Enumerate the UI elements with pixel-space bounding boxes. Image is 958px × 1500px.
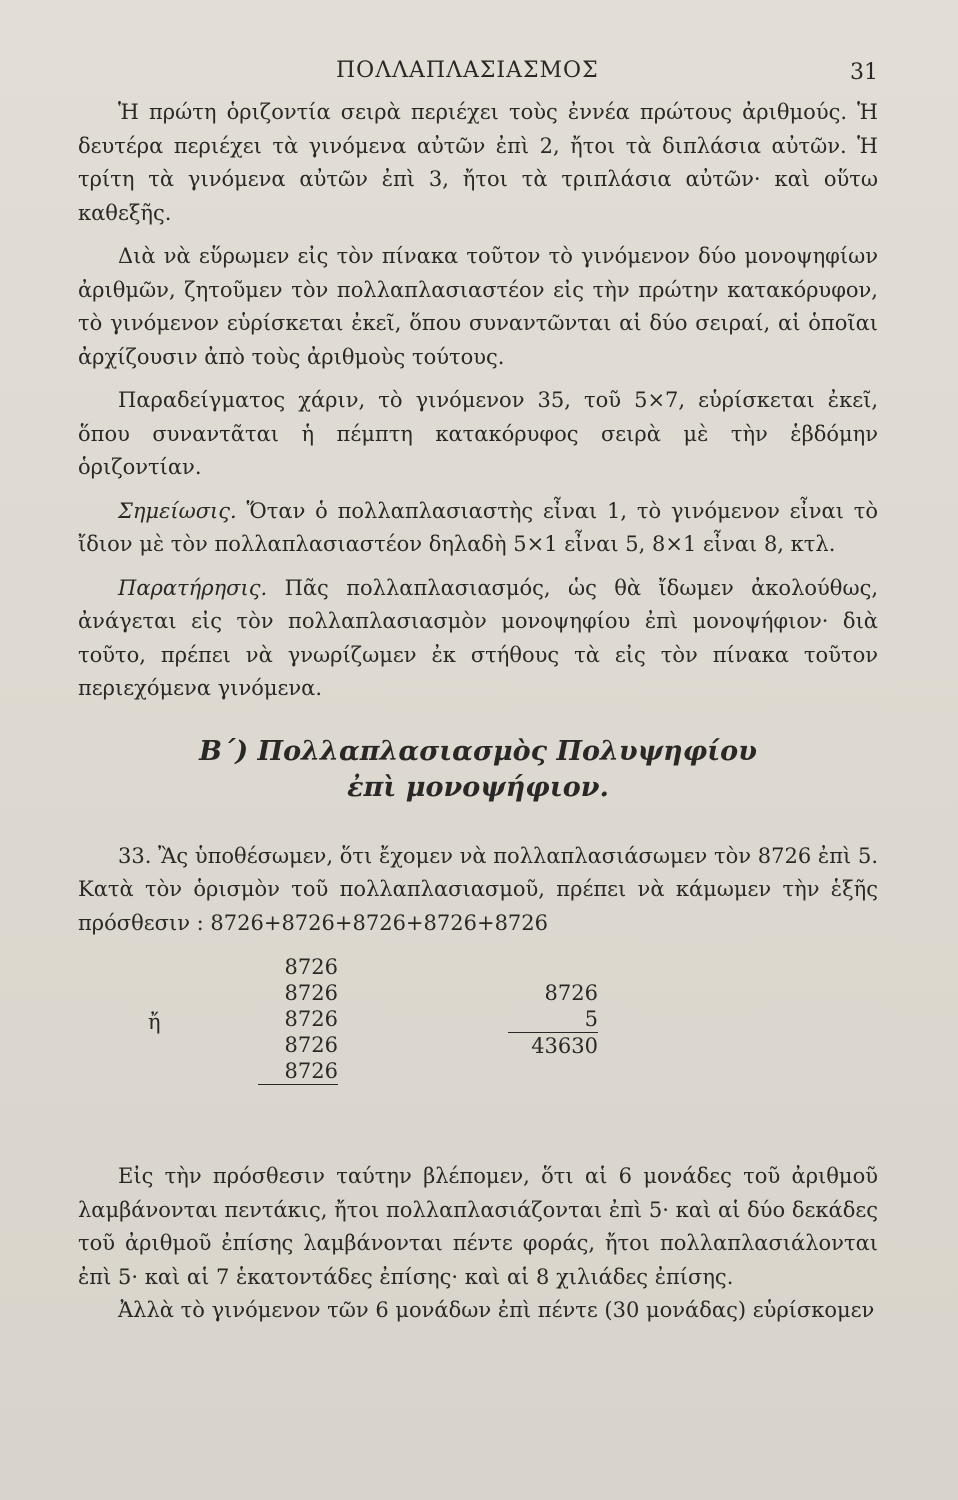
addend: 8726 — [284, 955, 338, 979]
page-header — [0, 58, 958, 88]
addition-column — [258, 954, 338, 1111]
multiplication-column — [508, 980, 598, 1059]
addend: 8726 — [284, 1059, 338, 1083]
paragraph-continuation: Ἀλλὰ τὸ γινόμενον τῶν 6 μονάδων ἐπὶ πέντε (30 μονάδας) εὑρίσκομεν — [118, 1298, 875, 1322]
running-title: ΠΟΛΛΑΠΛΑΣΙΑΣΜΟΣ — [336, 58, 599, 83]
body-text — [78, 96, 878, 1328]
paragraph-remark — [78, 572, 878, 706]
section-heading-line1: Β΄) Πολλαπλασιασμὸς Πολυψηφίου — [199, 735, 757, 767]
paragraph-lookup: Διὰ νὰ εὕρωμεν εἰς τὸν πίνακα τοῦτον τὸ γινόμενον δύο μονοψηφίων ἀριθμῶν, ζητοῦμεν τὸν πολλαπλασιαστέον εἰς τὴν πρώτην κατακόρυφον, τὸ γινόμενον εὑρίσκεται ἐκεῖ, ὅπου συναντῶνται αἱ δύο σειραί, αἱ ὁποῖαι ἀρχίζουσιν ἀπὸ τοὺς ἀριθμοὺς τούτους. — [78, 244, 878, 369]
multiplier: 5 — [584, 1007, 598, 1031]
page-number: 31 — [850, 60, 878, 85]
remark-text: Πᾶς πολλαπλασιασμός, ὡς θὰ ἴδωμεν ἀκολούθως, ἀνάγεται εἰς τὸν πολλαπλασιασμὸν μονοψηφίου ἐπὶ μονοψήφιον· διὰ τοῦτο, πρέπει νὰ γνωρίζωμεν ἐκ στήθους τὰ εἰς τὸν πίνακα τοῦτον περιεχόμενα γινόμενα. — [78, 575, 879, 700]
calculation-block — [78, 954, 878, 1144]
addend: 8726 — [284, 981, 338, 1005]
or-label: ἤ — [148, 1010, 161, 1034]
product: 43630 — [508, 1032, 598, 1059]
paragraph-33: 33. Ἂς ὑποθέσωμεν, ὅτι ἔχομεν νὰ πολλαπλασιάσωμεν τὸν 8726 ἐπὶ 5. Κατὰ τὸν ὁρισμὸν τοῦ πολλαπλασιασμοῦ, πρέπει νὰ κάμωμεν τὴν ἑξῆς πρόσθεσιν : 8726+8726+8726+8726+8726 — [78, 843, 878, 935]
paragraph-rows: Ἡ πρώτη ὁριζοντία σειρὰ περιέχει τοὺς ἐννέα πρώτους ἀριθμούς. Ἡ δευτέρα περιέχει τὰ γινόμενα αὐτῶν ἐπὶ 2, ἤτοι τὰ διπλάσια αὐτῶν. Ἡ τρίτη τὰ γινόμενα αὐτῶν ἐπὶ 3, ἤτοι τὰ τριπλάσια αὐτῶν· καὶ οὕτω καθεξῆς. — [78, 100, 878, 225]
paragraph-example: Παραδείγματος χάριν, τὸ γινόμενον 35, τοῦ 5×7, εὑρίσκεται ἐκεῖ, ὅπου συναντᾶται ἡ πέμπτη κατακόρυφος σειρὰ μὲ τὴν ἑβδόμην ὁριζοντίαν. — [78, 388, 878, 479]
section-heading — [78, 734, 878, 806]
remark-title: Παρατήρησις. — [118, 575, 268, 600]
addend: 8726 — [284, 1007, 338, 1031]
note-title: Σημείωσις. — [118, 498, 237, 523]
addend: 8726 — [284, 1033, 338, 1057]
note-text: Ὅταν ὁ πολλαπλασιαστὴς εἶναι 1, τὸ γινόμενον εἶναι τὸ ἴδιον μὲ τὸν πολλαπλασιαστέον δηλαδὴ 5×1 εἶναι 5, 8×1 εἶναι 8, κτλ. — [78, 498, 878, 556]
paragraph-analysis: Εἰς τὴν πρόσθεσιν ταύτην βλέπομεν, ὅτι αἱ 6 μονάδες τοῦ ἀριθμοῦ λαμβάνονται πεντάκις, ἤτοι πολλαπλασιάζονται ἐπὶ 5· καὶ αἱ δύο δεκάδες τοῦ ἀριθμοῦ ἐπίσης λαμβάνονται πέντε φοράς, ἤτοι πολλαπλασιάλονται ἐπὶ 5· καὶ αἱ 7 ἑκατοντάδες ἐπίσης· καὶ αἱ 8 χιλιάδες ἐπίσης. — [78, 1164, 878, 1289]
paragraph-note — [78, 495, 878, 562]
sum-rule — [258, 1084, 338, 1111]
section-heading-line2: ἐπὶ μονοψήφιον. — [347, 771, 609, 803]
multiplicand: 8726 — [544, 981, 598, 1005]
